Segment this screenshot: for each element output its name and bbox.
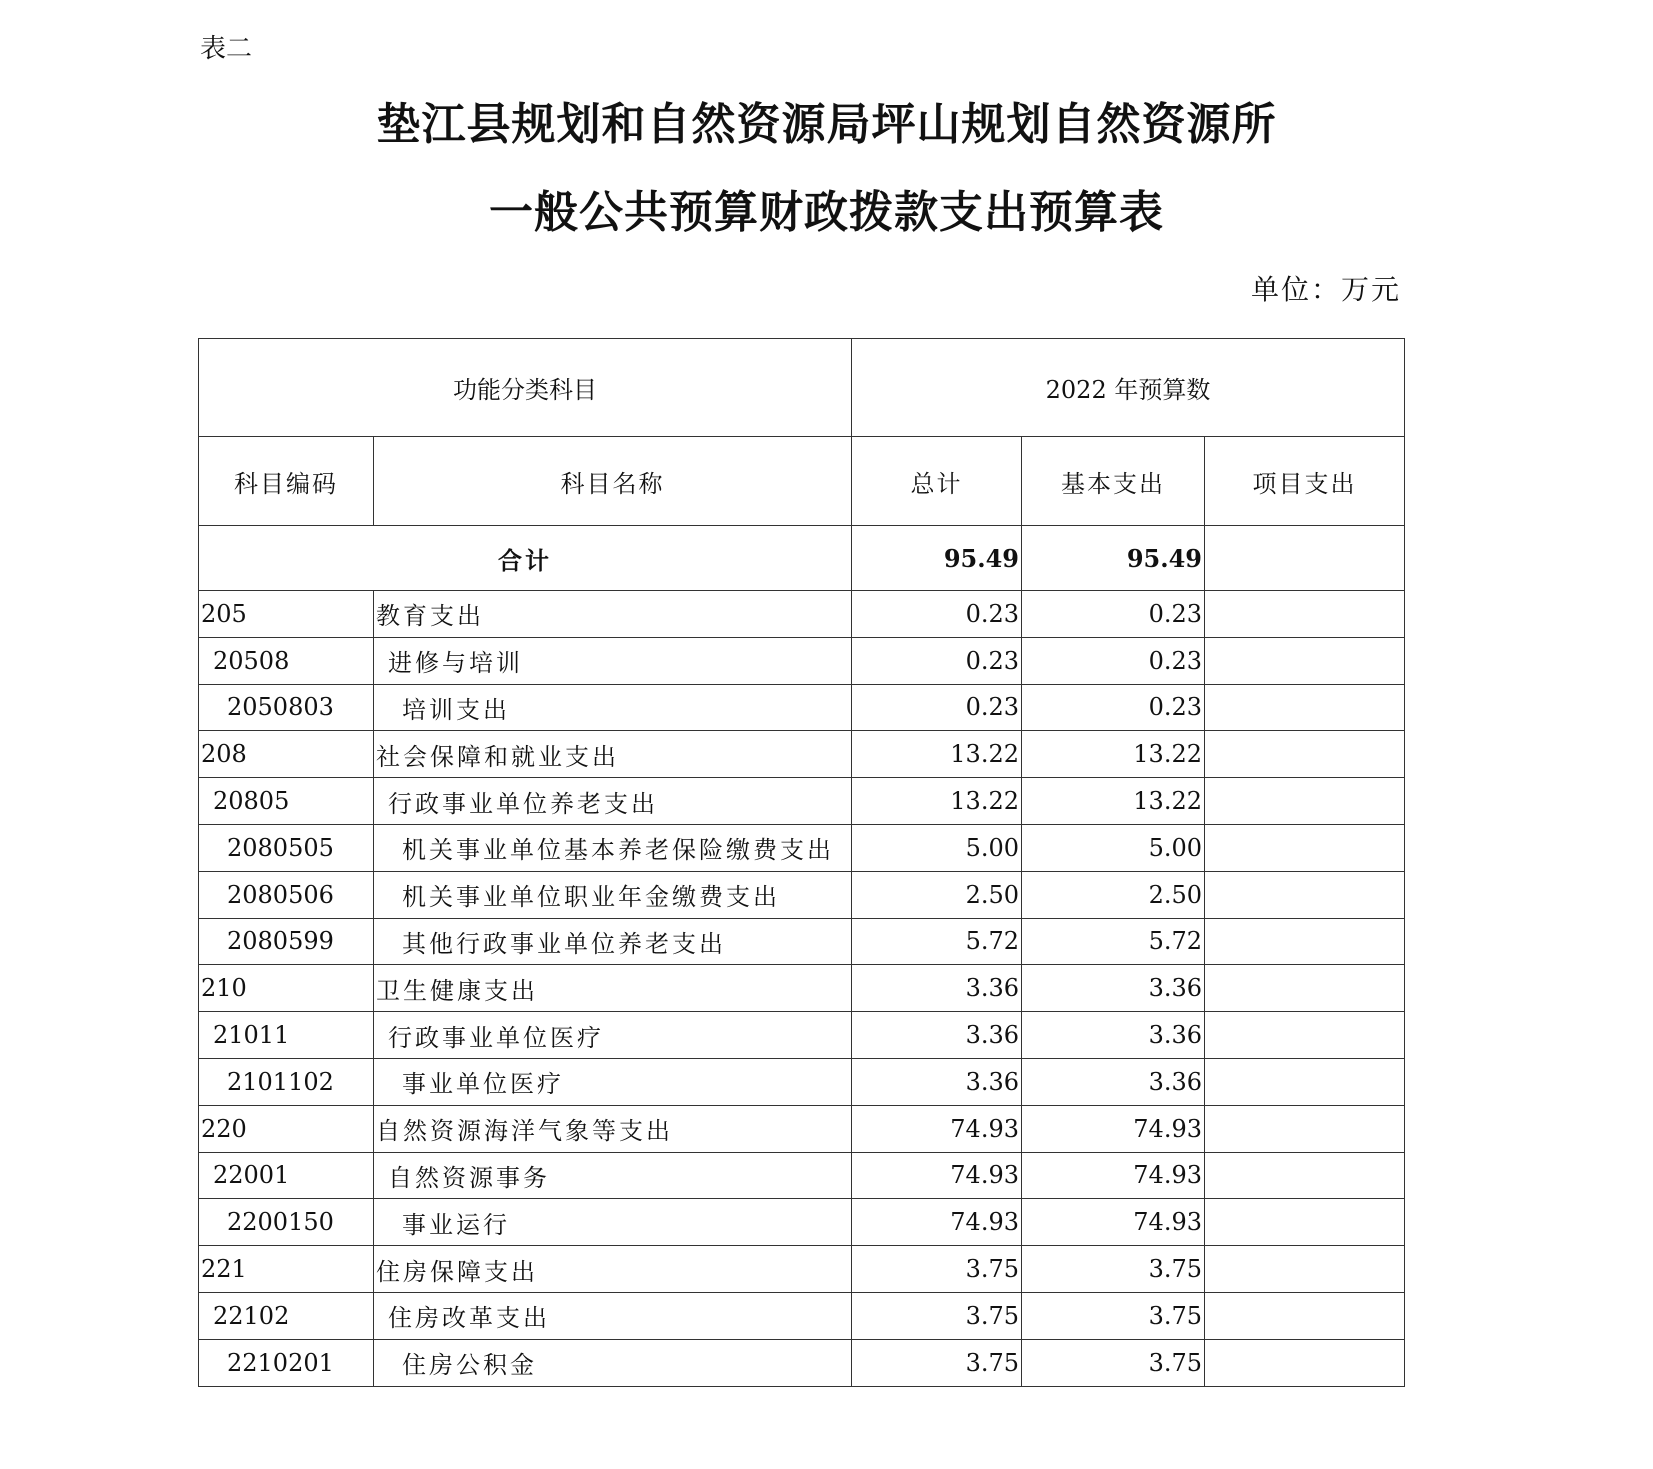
table-row [199,1152,1405,1199]
row-code: 221 [199,1246,374,1293]
row-basic: 2.50 [1022,871,1205,918]
row-code: 210 [199,965,374,1012]
header-basic: 基本支出 [1022,437,1205,526]
row-code: 2210201 [199,1339,374,1386]
total-basic: 95.49 [1022,526,1205,591]
row-code: 22102 [199,1292,374,1339]
row-name: 自然资源事务 [374,1152,852,1199]
row-total: 74.93 [852,1152,1022,1199]
header-code: 科目编码 [199,437,374,526]
row-name: 住房保障支出 [374,1246,852,1293]
row-project [1205,1012,1405,1059]
header-row-2 [199,437,1405,526]
row-project [1205,1292,1405,1339]
document-title-line-2: 一般公共预算财政拨款支出预算表 [489,187,1164,238]
table-row [199,591,1405,638]
table-label: 表二 [200,34,253,64]
row-name: 机关事业单位基本养老保险缴费支出 [374,824,852,871]
row-total: 13.22 [852,731,1022,778]
row-project [1205,637,1405,684]
table-row [199,918,1405,965]
row-basic: 74.93 [1022,1105,1205,1152]
row-name: 事业单位医疗 [374,1058,852,1105]
row-project [1205,1339,1405,1386]
row-project [1205,965,1405,1012]
header-row-1 [199,339,1405,437]
row-total: 3.36 [852,1058,1022,1105]
row-project [1205,918,1405,965]
row-basic: 3.75 [1022,1246,1205,1293]
row-basic: 0.23 [1022,637,1205,684]
table-row [199,1105,1405,1152]
total-row [199,526,1405,591]
row-project [1205,1105,1405,1152]
table-row [199,965,1405,1012]
row-project [1205,778,1405,825]
table-row [199,1246,1405,1293]
row-name: 自然资源海洋气象等支出 [374,1105,852,1152]
row-name: 其他行政事业单位养老支出 [374,918,852,965]
row-code: 220 [199,1105,374,1152]
row-project [1205,684,1405,731]
row-name: 住房改革支出 [374,1292,852,1339]
row-total: 2.50 [852,871,1022,918]
row-name: 行政事业单位医疗 [374,1012,852,1059]
table-row [199,1199,1405,1246]
row-project [1205,1199,1405,1246]
total-total: 95.49 [852,526,1022,591]
row-total: 3.75 [852,1339,1022,1386]
header-total: 总计 [852,437,1022,526]
row-code: 21011 [199,1012,374,1059]
row-project [1205,591,1405,638]
row-name: 机关事业单位职业年金缴费支出 [374,871,852,918]
row-total: 3.36 [852,965,1022,1012]
total-project [1205,526,1405,591]
table-row [199,824,1405,871]
row-total: 0.23 [852,637,1022,684]
row-code: 2101102 [199,1058,374,1105]
row-code: 208 [199,731,374,778]
row-project [1205,1152,1405,1199]
row-code: 20508 [199,637,374,684]
row-total: 3.75 [852,1292,1022,1339]
row-total: 74.93 [852,1199,1022,1246]
row-total: 13.22 [852,778,1022,825]
row-name: 事业运行 [374,1199,852,1246]
row-code: 2080599 [199,918,374,965]
row-name: 培训支出 [374,684,852,731]
row-basic: 5.72 [1022,918,1205,965]
row-basic: 13.22 [1022,778,1205,825]
row-basic: 5.00 [1022,824,1205,871]
row-basic: 13.22 [1022,731,1205,778]
row-basic: 74.93 [1022,1152,1205,1199]
row-basic: 3.75 [1022,1339,1205,1386]
total-label: 合计 [199,526,852,591]
row-total: 5.00 [852,824,1022,871]
row-basic: 0.23 [1022,591,1205,638]
row-name: 行政事业单位养老支出 [374,778,852,825]
table-row [199,684,1405,731]
row-code: 22001 [199,1152,374,1199]
row-name: 进修与培训 [374,637,852,684]
row-total: 3.36 [852,1012,1022,1059]
table-row [199,871,1405,918]
row-total: 3.75 [852,1246,1022,1293]
header-budget: 2022 年预算数 [852,339,1405,437]
row-name: 卫生健康支出 [374,965,852,1012]
row-project [1205,1058,1405,1105]
row-name: 社会保障和就业支出 [374,731,852,778]
row-name: 教育支出 [374,591,852,638]
row-basic: 3.36 [1022,1058,1205,1105]
row-code: 2080506 [199,871,374,918]
table-row [199,637,1405,684]
row-basic: 0.23 [1022,684,1205,731]
row-total: 5.72 [852,918,1022,965]
unit-label: 单位：万元 [1250,273,1401,306]
row-basic: 3.36 [1022,1012,1205,1059]
table-row [199,1012,1405,1059]
row-basic: 3.36 [1022,965,1205,1012]
row-project [1205,731,1405,778]
row-basic: 3.75 [1022,1292,1205,1339]
table-row [199,778,1405,825]
row-code: 20805 [199,778,374,825]
header-name: 科目名称 [374,437,852,526]
row-total: 74.93 [852,1105,1022,1152]
table-row [199,1339,1405,1386]
table-row [199,1292,1405,1339]
row-code: 2080505 [199,824,374,871]
row-code: 2050803 [199,684,374,731]
row-project [1205,871,1405,918]
header-category: 功能分类科目 [199,339,852,437]
row-total: 0.23 [852,684,1022,731]
table-row [199,731,1405,778]
row-basic: 74.93 [1022,1199,1205,1246]
header-project: 项目支出 [1205,437,1405,526]
budget-table [198,338,1405,1387]
row-code: 205 [199,591,374,638]
row-project [1205,1246,1405,1293]
table-row [199,1058,1405,1105]
row-total: 0.23 [852,591,1022,638]
row-project [1205,824,1405,871]
row-name: 住房公积金 [374,1339,852,1386]
row-code: 2200150 [199,1199,374,1246]
document-title-line-1: 垫江县规划和自然资源局坪山规划自然资源所 [376,99,1277,150]
